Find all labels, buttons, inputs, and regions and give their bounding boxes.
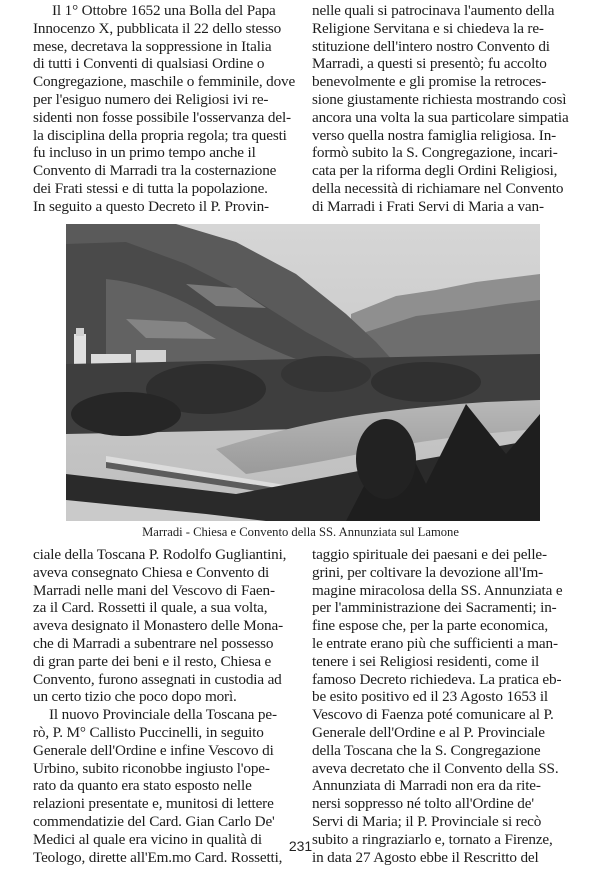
- text-line: be esito positivo ed il 23 Agosto 1653 il: [312, 688, 549, 706]
- text-line: Vescovo di Faenza poté comunicare al P.: [312, 706, 554, 724]
- text-line: Generale dell'Ordine e infine Vescovo di: [33, 741, 274, 759]
- text-line: sidenti non fosse possibile l'osservanza del-: [33, 108, 291, 126]
- text-line: formò subito la S. Congregazione, incari-: [312, 144, 558, 162]
- text-line: aveva designato il Monastero delle Mona-: [33, 617, 284, 635]
- text-column-bottom-right: [312, 546, 577, 866]
- text-column-top-right: [312, 2, 577, 216]
- text-line: di tutti i Conventi di qualsiasi Ordine o: [33, 55, 265, 73]
- text-line: benevolmente e gli promise la retroces-: [312, 73, 547, 91]
- text-line: Marradi, a questi si presentò; fu accolto: [312, 55, 547, 73]
- text-line: un certo tizio che poco dopo morì.: [33, 688, 237, 706]
- text-line: la disciplina della propria regola; tra questi: [33, 126, 287, 144]
- text-line: Convento, furono assegnati in custodia ad: [33, 670, 282, 688]
- text-line: grini, per coltivare la devozione all'Im-: [312, 563, 544, 581]
- text-line: fu incluso in un primo tempo anche il: [33, 144, 256, 162]
- photo-caption: Marradi - Chiesa e Convento della SS. Annunziata sul Lamone: [142, 525, 459, 539]
- text-line: Generale dell'Ordine e al P. Provinciale: [312, 723, 545, 741]
- landscape-photo: [66, 224, 540, 521]
- text-line: Annunziata di Marradi non era da ritе-: [312, 777, 541, 795]
- text-line: Il nuovo Provinciale della Toscana pe-: [49, 706, 277, 724]
- text-line: taggio spirituale dei paesani e dei pelle-: [312, 546, 547, 563]
- text-line: Innocenzo X, pubblicata il 22 dello stesso: [33, 19, 282, 37]
- text-line: Convento di Marradi tra la costernazione: [33, 162, 277, 180]
- text-line: Il 1° Ottobre 1652 una Bolla del Papa: [52, 2, 276, 19]
- text-line: verso quella nostra famiglia religiosa. In-: [312, 126, 557, 144]
- text-line: magine miracolosa della SS. Annunziata e: [312, 581, 563, 599]
- text-line: Marradi nelle mani del Vescovo di Faen-: [33, 581, 275, 599]
- text-line: per l'esiguo numero dei Religiosi ivi re-: [33, 90, 269, 108]
- text-line: aveva decretato che il Convento della SS.: [312, 759, 559, 777]
- text-line: nersi soppresso né tolto all'Ordine de': [312, 795, 534, 813]
- text-line: Teologo, dirette all'Em.mo Card. Rossetti,: [33, 848, 283, 866]
- text-line: relazioni presentate e, munitosi di lettere: [33, 795, 274, 813]
- text-line: ciale della Toscana P. Rodolfo Gugliantini,: [33, 546, 287, 563]
- text-line: In seguito a questo Decreto il P. Provin-: [33, 197, 269, 215]
- text-line: di Marradi i Frati Servi di Maria a van-: [312, 197, 544, 215]
- text-line: che di Marradi a subentrare nel possesso: [33, 634, 274, 652]
- text-line: aveva consegnato Chiesa e Convento di: [33, 563, 270, 581]
- text-line: Urbino, subito riconobbe ingiusto l'ope-: [33, 759, 270, 777]
- text-line: rato da quanto era stato esposto nelle: [33, 777, 252, 795]
- text-line: fine espose che, per la parte economica,: [312, 617, 549, 635]
- text-line: della Toscana che la S. Congregazione: [312, 741, 541, 759]
- text-line: cata per la riforma degli Ordini Religiosi,: [312, 162, 558, 180]
- text-line: dei Frati stessi e di tutta la popolazione.: [33, 179, 268, 197]
- text-line: in data 27 Agosto ebbe il Rescritto del: [312, 848, 539, 866]
- text-column-top-left: [33, 2, 295, 216]
- text-line: subito a ringraziarlo e, tornato a Firenze,: [312, 830, 553, 848]
- text-line: per l'amministrazione dei Sacramenti; in-: [312, 599, 557, 617]
- text-line: ancora una volta la sua particolare simpatia: [312, 108, 569, 126]
- text-line: Servi di Maria; il P. Provinciale si recò: [312, 812, 542, 830]
- text-line: mese, decretava la soppressione in Italia: [33, 37, 272, 55]
- text-line: commendatizie del Card. Gian Carlo De': [33, 812, 275, 830]
- text-line: sione giustamente richiesta mostrando così: [312, 90, 567, 108]
- text-line: le entrate erano più che sufficienti a man-: [312, 634, 558, 652]
- text-line: stituzione dell'intero nostro Convento di: [312, 37, 550, 55]
- text-line: di gran parte dei beni e il resto, Chiesa e: [33, 652, 272, 670]
- text-line: della necessità di richiamare nel Convento: [312, 179, 564, 197]
- text-column-bottom-left: [33, 546, 295, 866]
- text-line: Medici al quale era vicino in qualità di: [33, 830, 262, 848]
- text-line: tenere i sei Religiosi residenti, come il: [312, 652, 540, 670]
- text-line: za il Card. Rossetti il quale, a sua volta,: [33, 599, 268, 617]
- text-line: nelle quali si patrocinava l'aumento della: [312, 2, 555, 19]
- text-line: Congregazione, maschile o femminile, dove: [33, 73, 296, 91]
- text-line: rò, P. M° Callisto Puccinelli, in seguito: [33, 723, 264, 741]
- page-number: 231: [288, 838, 313, 854]
- text-line: famoso Decreto richiedeva. La pratica eb-: [312, 670, 562, 688]
- text-line: Religione Servitana e si chiedeva la re-: [312, 19, 544, 37]
